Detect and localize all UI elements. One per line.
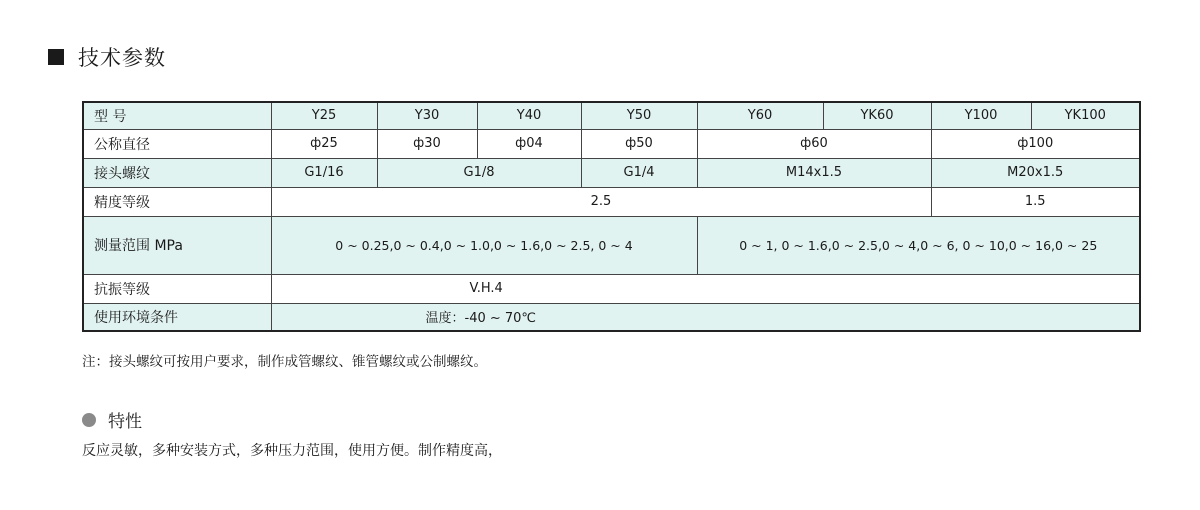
cell-diameter-25: ф25 (271, 129, 377, 158)
cell-thread-g1-8: G1/8 (377, 158, 581, 187)
cell-vibration: V.H.4 (271, 274, 1140, 303)
row-label-vibration: 抗振等级 (83, 274, 271, 303)
cell-model-y50: Y50 (581, 102, 697, 129)
cell-range-high: 0 ~ 1, 0 ~ 1.6,0 ~ 2.5,0 ~ 4,0 ~ 6, 0 ~ 10,0 ~ 16,0 ~ 25 (697, 216, 1140, 274)
cell-thread-g1-4: G1/4 (581, 158, 697, 187)
spec-table (82, 101, 1141, 332)
cell-model-y30: Y30 (377, 102, 477, 129)
cell-thread-g1-16: G1/16 (271, 158, 377, 187)
row-label-diameter: 公称直径 (83, 129, 271, 158)
cell-diameter-100: ф100 (931, 129, 1140, 158)
cell-accuracy-1-5: 1.5 (931, 187, 1140, 216)
cell-thread-m14: M14x1.5 (697, 158, 931, 187)
section-title: 技术参数 (78, 46, 166, 70)
cell-model-y60: Y60 (697, 102, 823, 129)
cell-diameter-04: ф04 (477, 129, 581, 158)
cell-accuracy-2-5: 2.5 (271, 187, 931, 216)
cell-model-yk60: YK60 (823, 102, 931, 129)
table-row-accuracy (83, 187, 1140, 216)
cell-model-yk100: YK100 (1031, 102, 1140, 129)
table-note: 注：接头螺纹可按用户要求，制作成管螺纹、锥管螺纹或公制螺纹。 (82, 354, 487, 370)
circle-bullet-icon (82, 413, 96, 427)
row-label-model: 型 号 (83, 102, 271, 129)
features-header (82, 407, 142, 432)
cell-diameter-60: ф60 (697, 129, 931, 158)
cell-environment: 温度：-40 ~ 70℃ (271, 303, 1140, 331)
row-label-thread: 接头螺纹 (83, 158, 271, 187)
table-row-environment (83, 303, 1140, 331)
section-header (48, 42, 166, 72)
cell-thread-m20: M20x1.5 (931, 158, 1140, 187)
cell-range-low: 0 ~ 0.25,0 ~ 0.4,0 ~ 1.0,0 ~ 1.6,0 ~ 2.5, 0 ~ 4 (271, 216, 697, 274)
row-label-accuracy: 精度等级 (83, 187, 271, 216)
table-row-vibration (83, 274, 1140, 303)
table-row-range (83, 216, 1140, 274)
square-bullet-icon (48, 49, 64, 65)
cell-model-y40: Y40 (477, 102, 581, 129)
features-text: 反应灵敏，多种安装方式，多种压力范围，使用方便。制作精度高， (82, 443, 502, 459)
table-row-thread (83, 158, 1140, 187)
row-label-range: 测量范围 MPa (83, 216, 271, 274)
cell-diameter-30: ф30 (377, 129, 477, 158)
features-title: 特性 (108, 412, 142, 432)
table-row-model (83, 102, 1140, 129)
row-label-environment: 使用环境条件 (83, 303, 271, 331)
table-row-diameter (83, 129, 1140, 158)
cell-diameter-50: ф50 (581, 129, 697, 158)
cell-model-y25: Y25 (271, 102, 377, 129)
cell-model-y100: Y100 (931, 102, 1031, 129)
